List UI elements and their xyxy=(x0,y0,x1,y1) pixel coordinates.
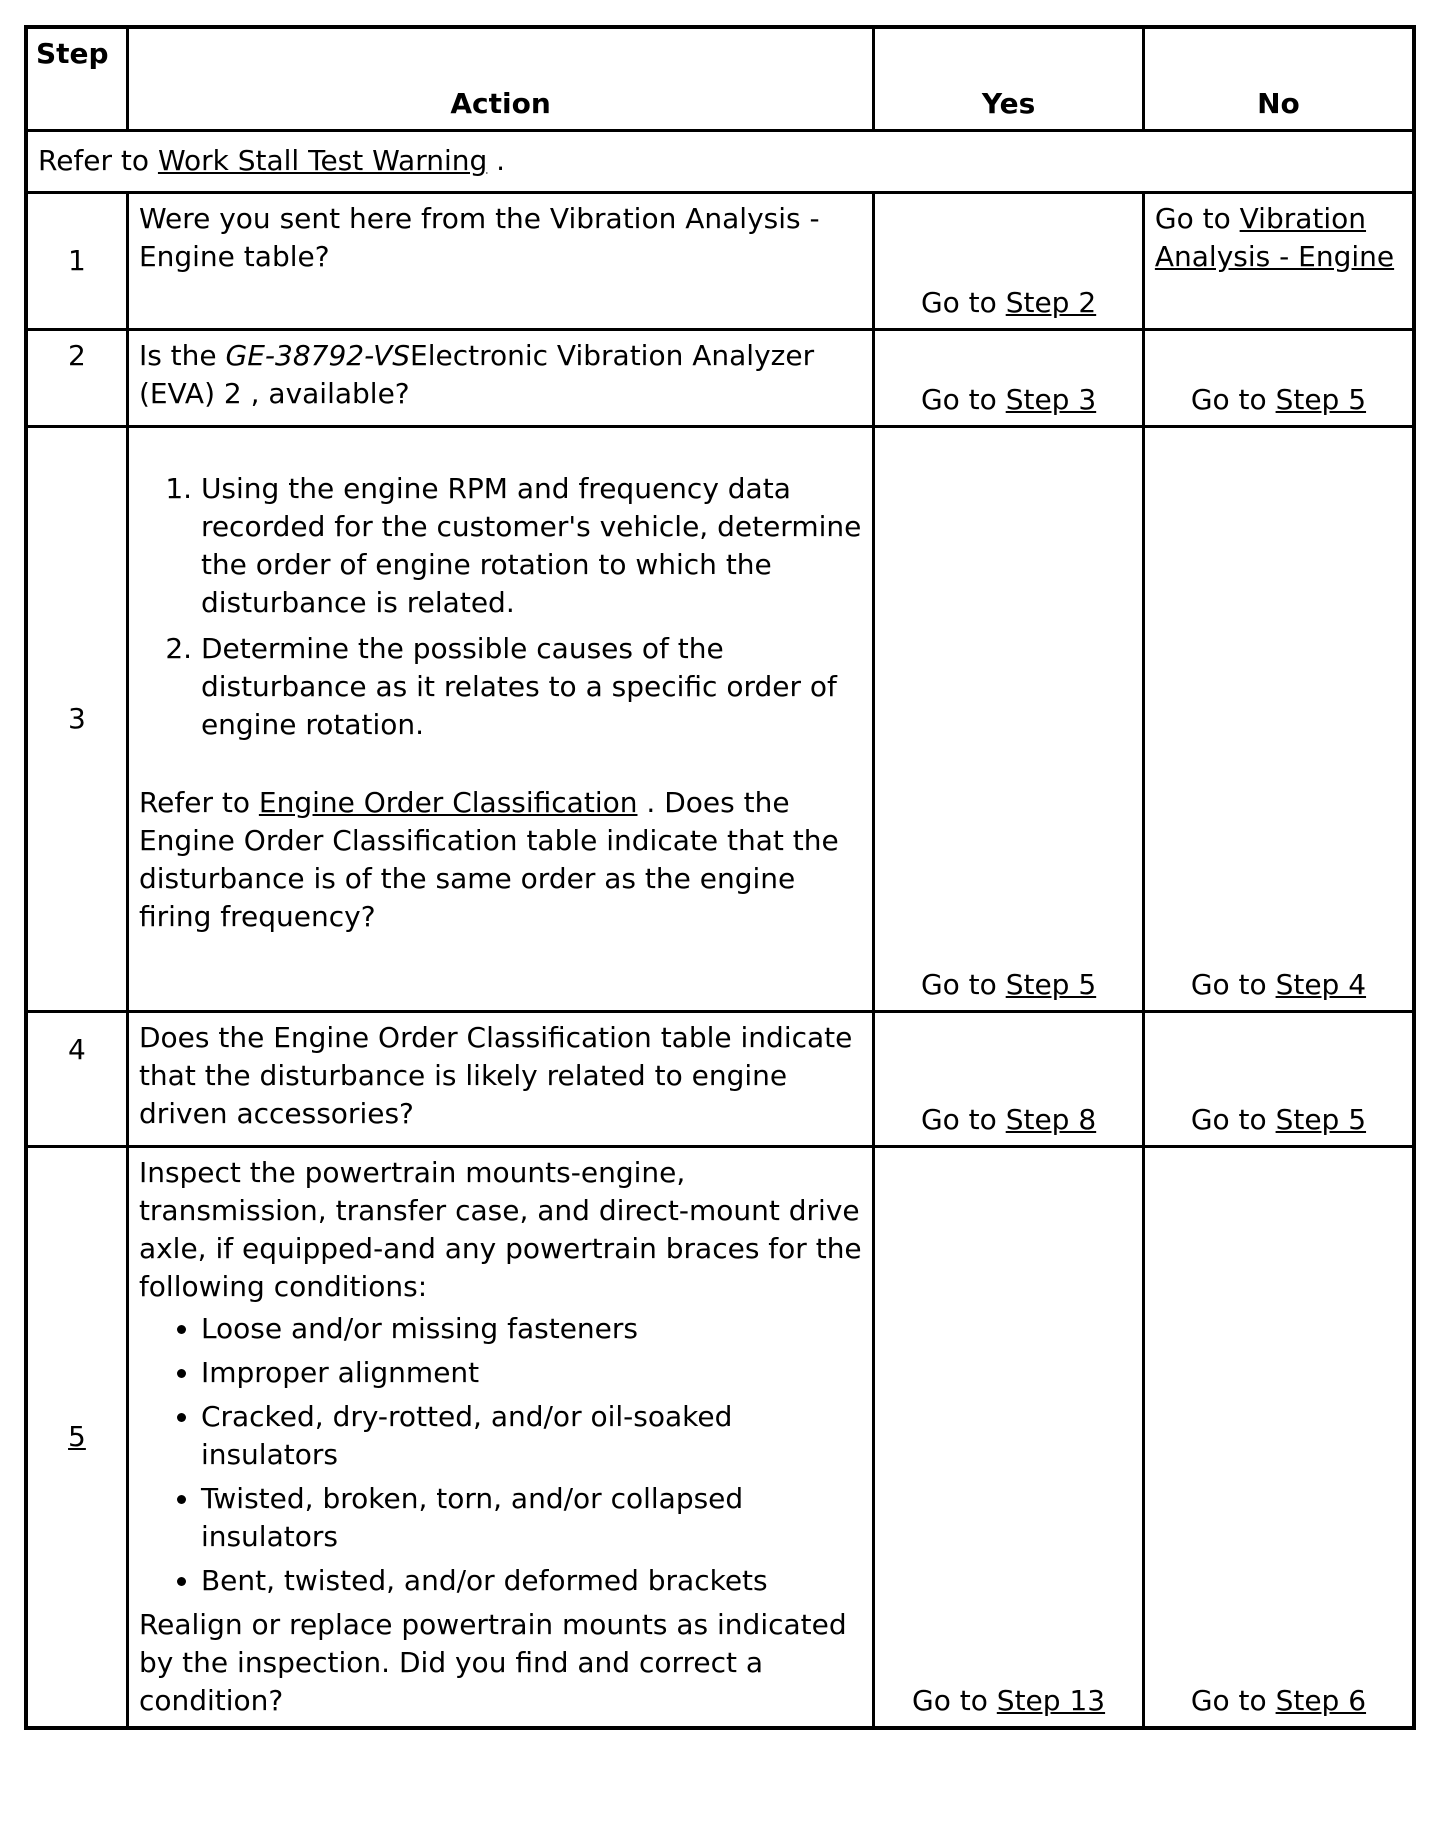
no-link[interactable]: Step 5 xyxy=(1275,382,1367,416)
go-to-label: Go to xyxy=(912,1683,988,1717)
go-to-label: Go to xyxy=(920,1102,997,1136)
yes-link[interactable]: Step 13 xyxy=(996,1683,1106,1717)
no-cell xyxy=(1143,192,1414,329)
no-cell xyxy=(1143,329,1414,426)
refer-rest: . Does the Engine Order Classification table indicate that the disturbance is of the same order as the engine firing frequency? xyxy=(138,785,839,933)
bullet-list xyxy=(139,1310,862,1600)
intro-prefix: Refer to xyxy=(38,144,150,177)
header-no: No xyxy=(1143,27,1414,130)
yes-link[interactable]: Step 3 xyxy=(1005,382,1097,416)
numbered-list xyxy=(139,470,862,744)
yes-link[interactable]: Step 8 xyxy=(1005,1102,1097,1136)
go-to-label: Go to xyxy=(920,967,997,1001)
list-item: 1. Using the engine RPM and frequency data recorded for the customer's vehicle, determine the order of engine rotation to which the disturbance is related. xyxy=(201,470,862,622)
action-text xyxy=(127,1146,873,1728)
go-to-label: Go to xyxy=(1190,967,1267,1001)
no-link[interactable]: Step 6 xyxy=(1275,1683,1367,1717)
action-text xyxy=(127,426,873,1011)
no-cell xyxy=(1143,426,1414,1011)
tool-name: GE-38792-VS xyxy=(225,338,411,372)
no-cell xyxy=(1143,1011,1414,1146)
step-number: 4 xyxy=(26,1011,127,1146)
go-to-label: Go to xyxy=(920,285,997,319)
step-number: 1 xyxy=(26,192,127,329)
action-prefix: Is the xyxy=(138,338,217,372)
step-number xyxy=(26,1146,127,1728)
table-row xyxy=(26,329,1414,426)
table-row xyxy=(26,1011,1414,1146)
header-step: Step xyxy=(26,27,127,130)
go-to-label: Go to xyxy=(920,382,997,416)
intro-cell xyxy=(26,130,1414,192)
step-5-link[interactable]: 5 xyxy=(68,1419,86,1453)
yes-cell xyxy=(874,1146,1144,1728)
intro-row xyxy=(26,130,1414,192)
diagnostic-table xyxy=(24,25,1416,1730)
yes-cell xyxy=(874,329,1144,426)
step-number: 3 xyxy=(26,426,127,1011)
action-text xyxy=(127,329,873,426)
no-link[interactable]: Step 4 xyxy=(1275,967,1367,1001)
work-stall-test-warning-link[interactable]: Work Stall Test Warning xyxy=(157,144,488,177)
go-to-label: Go to xyxy=(1190,382,1267,416)
action-rest: Electronic Vibration Analyzer (EVA) 2 , available? xyxy=(138,338,815,410)
engine-order-classification-link[interactable]: Engine Order Classification xyxy=(258,785,638,819)
refer-text xyxy=(139,784,862,936)
table-row xyxy=(26,192,1414,329)
no-link[interactable]: Step 5 xyxy=(1275,1102,1367,1136)
yes-link[interactable]: Step 2 xyxy=(1005,285,1097,319)
list-item: • Loose and/or missing fasteners xyxy=(201,1310,862,1348)
go-to-label: Go to xyxy=(1190,1683,1267,1717)
table-row xyxy=(26,426,1414,1011)
inspect-intro: Inspect the powertrain mounts-engine, transmission, transfer case, and direct-mount drive axle, if equipped-and any powertrain braces for the following conditions: xyxy=(138,1155,862,1303)
no-cell xyxy=(1143,1146,1414,1728)
refer-prefix: Refer to xyxy=(138,785,250,819)
inspect-outro: Realign or replace powertrain mounts as indicated by the inspection. Did you find and correct a condition? xyxy=(138,1607,847,1717)
list-item: • Twisted, broken, torn, and/or collapsed insulators xyxy=(201,1480,862,1556)
header-yes: Yes xyxy=(874,27,1144,130)
go-to-label: Go to xyxy=(1154,201,1231,235)
header-row xyxy=(26,27,1414,130)
list-item: • Cracked, dry-rotted, and/or oil-soaked insulators xyxy=(201,1398,862,1474)
table-row xyxy=(26,1146,1414,1728)
go-to-label: Go to xyxy=(1190,1102,1267,1136)
no-link[interactable]: Vibration Analysis - Engine xyxy=(1154,201,1395,273)
action-text: Were you sent here from the Vibration Analysis - Engine table? xyxy=(127,192,873,329)
yes-cell xyxy=(874,1011,1144,1146)
list-item: • Bent, twisted, and/or deformed brackets xyxy=(201,1562,862,1600)
header-action: Action xyxy=(127,27,873,130)
action-text: Does the Engine Order Classification table indicate that the disturbance is likely related to engine driven accessories? xyxy=(127,1011,873,1146)
yes-cell xyxy=(874,192,1144,329)
list-item: • Improper alignment xyxy=(201,1354,862,1392)
yes-link[interactable]: Step 5 xyxy=(1005,967,1097,1001)
list-item: 2. Determine the possible causes of the disturbance as it relates to a specific order of engine rotation. xyxy=(201,630,862,744)
yes-cell xyxy=(874,426,1144,1011)
step-number: 2 xyxy=(26,329,127,426)
intro-suffix: . xyxy=(496,144,506,177)
